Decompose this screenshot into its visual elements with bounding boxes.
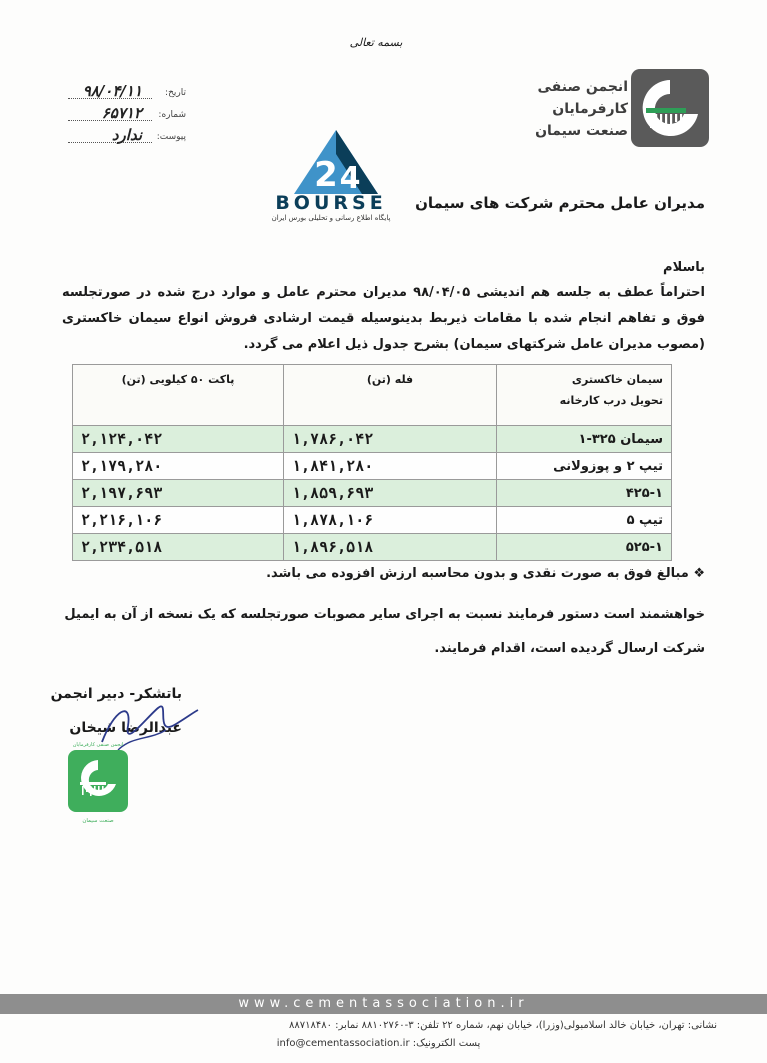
table-row [73,534,672,561]
header-cement-type [497,365,672,426]
number-value: ۶۵۷۱۲ [101,104,142,122]
footer-website[interactable]: www.cementassociation.ir [238,996,529,1011]
vat-note: ❖ مبالغ فوق به صورت نقدی و بدون محاسبه ارزش افزوده می باشد. [266,566,705,581]
letter-meta [36,84,186,150]
svg-text:2: 2 [314,155,338,195]
addressee: مدیران عامل محترم شرکت های سیمان [415,194,705,212]
cell-bulk: ۱,۸۹۶,۵۱۸ [284,534,497,561]
table-row [73,507,672,534]
table-row [73,426,672,453]
cell-type: تیپ ۵ [497,507,672,534]
association-name [500,76,628,142]
stamp-text-bottom: صنعت سیمان [82,818,114,824]
date-value: ۹۸/۰۴/۱۱ [82,82,142,100]
cell-pack: ۲,۱۲۴,۰۴۲ [73,426,284,453]
footer-address: نشانی: تهران، خیابان خالد اسلامبولی(وزرا)، خیابان نهم، شماره ۲۲ تلفن: ۳-۸۸۱۰۲۷۶۰ نمابر: ۸۸۷۱۸۴۸۰ [289,1020,717,1031]
date-label: تاریخ: [165,88,186,98]
cell-bulk: ۱,۸۵۹,۶۹۳ [284,480,497,507]
cell-pack: ۲,۲۱۶,۱۰۶ [73,507,284,534]
stamp-text-top: انجمن صنفی کارفرمایان [72,742,124,748]
watermark-word: BOURSE [275,192,387,214]
watermark-subtitle: پایگاه اطلاع رسانی و تحلیلی بورس ایران [271,214,391,222]
header-bulk: فله (تن) [284,365,497,426]
attachment-row [36,128,186,150]
cell-pack: ۲,۱۹۷,۶۹۳ [73,480,284,507]
email-label: پست الکترونیک: [412,1038,481,1049]
cell-type: ۵۲۵-۱ [497,534,672,561]
cell-type: تیپ ۲ و پوزولانی [497,453,672,480]
date-row [36,84,186,106]
association-logo-icon [630,68,710,148]
cell-bulk: ۱,۸۷۸,۱۰۶ [284,507,497,534]
green-stamp-icon [66,738,130,838]
attachment-label: پیوست: [156,132,186,142]
cell-bulk: ۱,۷۸۶,۰۴۲ [284,426,497,453]
svg-text:4: 4 [339,161,361,196]
cell-type: ۴۲۵-۱ [497,480,672,507]
intro-paragraph: احتراماً عطف به جلسه هم اندیشی ۹۸/۰۴/۰۵ مدیران محترم عامل و موارد درج شده در صورتجلسه فوق و تفاهم انجام شده با مقامات ذیربط بدینوسیله قیمت ارشادی فروش انواع سیمان خاکستری (مصوب مدیران عامل شرکتهای سیمان) بشرح جدول ذیل اعلام می گردد. [62,285,706,352]
org-name-line2: کارفرمایان [552,101,628,117]
cell-pack: ۲,۲۳۴,۵۱۸ [73,534,284,561]
cell-type: سیمان ۳۲۵-۱ [497,426,672,453]
footer-email-row [40,1038,717,1049]
table-row [73,480,672,507]
number-row [36,106,186,128]
cell-bulk: ۱,۸۴۱,۲۸۰ [284,453,497,480]
header-pack: پاکت ۵۰ کیلویی (تن) [73,365,284,426]
header-type-line2: تحویل درب کارخانه [559,394,663,407]
table-header-row [73,365,672,426]
request-paragraph: خواهشمند است دستور فرمایند نسبت به اجرای سایر مصوبات صورتجلسه که یک نسخه از آن به ایمیل شرکت ارسال گردیده است، اقدام فرمایند. [64,607,705,656]
cell-pack: ۲,۱۷۹,۲۸۰ [73,453,284,480]
invocation-text: بسمه تعالی [349,36,403,49]
table-row [73,453,672,480]
signature-title: باتشکر- دبیر انجمن [50,686,182,702]
greeting: باسلام [663,260,705,275]
email-link[interactable]: info@cementassociation.ir [276,1038,410,1049]
number-label: شماره: [158,110,186,120]
org-name-line1: انجمن صنفی [537,79,628,95]
price-table [72,364,672,561]
signature-name: عبدالرضا شیخان [69,720,182,736]
header-type-line1: سیمان خاکستری [571,373,663,386]
org-name-line3: صنعت سیمان [535,123,628,139]
attachment-value: ندارد [111,126,142,144]
